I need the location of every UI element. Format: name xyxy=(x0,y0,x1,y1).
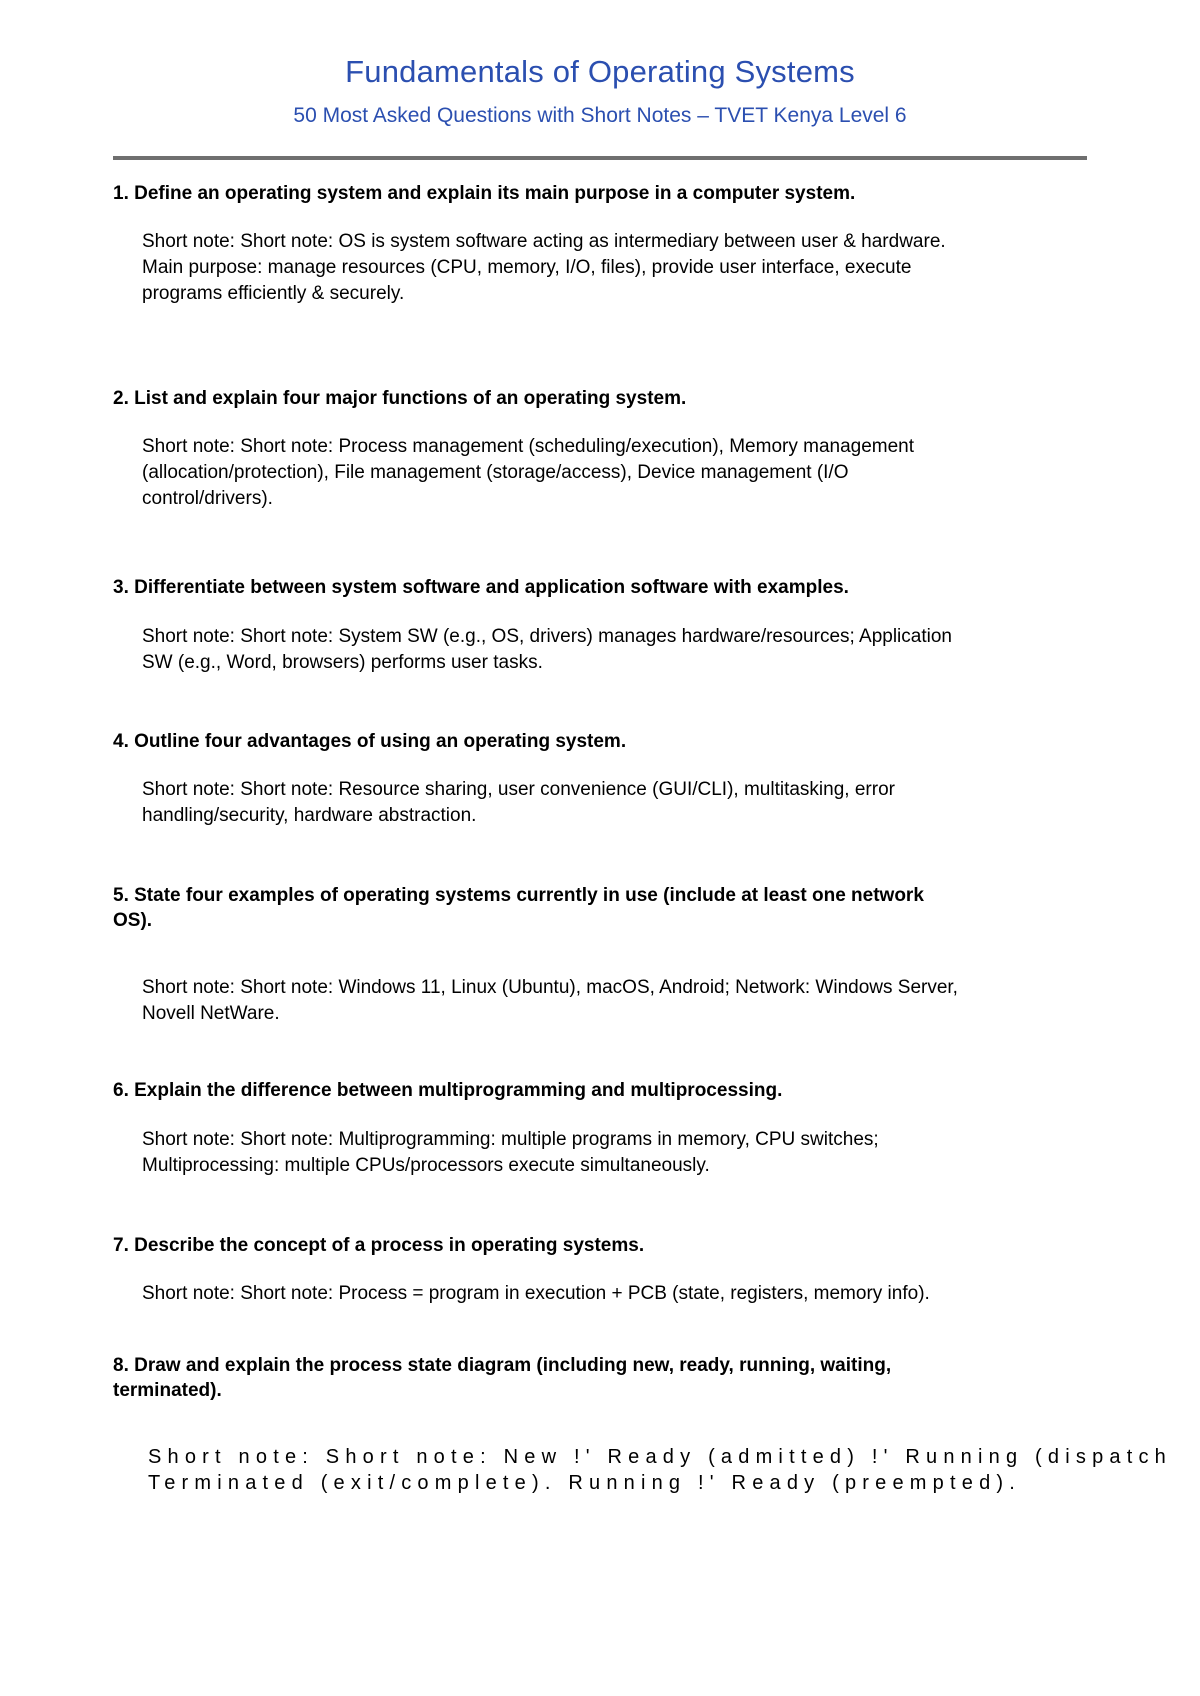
short-note-line: Short note: Short note: New !' Ready (admitted) !' Running (dispatch xyxy=(148,1446,1172,1468)
document-title: Fundamentals of Operating Systems xyxy=(345,54,855,89)
title-divider xyxy=(113,156,1087,160)
short-note-line: Short note: Short note: Process = program in execution + PCB (state, registers, memory info). xyxy=(142,1283,930,1304)
short-note-line: control/drivers). xyxy=(142,488,273,509)
question-heading: 5. State four examples of operating systems currently in use (include at least one network xyxy=(113,885,924,906)
short-note-line: Short note: Short note: Windows 11, Linux (Ubuntu), macOS, Android; Network: Windows Server, xyxy=(142,977,958,998)
question-heading: 4. Outline four advantages of using an operating system. xyxy=(113,731,627,752)
short-note-line: (allocation/protection), File management (storage/access), Device management (I/O xyxy=(142,462,849,483)
question-heading: 1. Define an operating system and explain its main purpose in a computer system. xyxy=(113,183,856,204)
short-note-line: Terminated (exit/complete). Running !' Ready (preempted). xyxy=(148,1472,1022,1494)
short-note-line: SW (e.g., Word, browsers) performs user tasks. xyxy=(142,652,543,673)
short-note-line: Short note: Short note: OS is system software acting as intermediary between user & hardware. xyxy=(142,231,946,252)
question-heading: 2. List and explain four major functions of an operating system. xyxy=(113,388,687,409)
short-note-line: Short note: Short note: System SW (e.g., OS, drivers) manages hardware/resources; Application xyxy=(142,626,952,647)
question-heading: 8. Draw and explain the process state diagram (including new, ready, running, waiting, xyxy=(113,1355,892,1376)
short-note-line: handling/security, hardware abstraction. xyxy=(142,805,477,826)
short-note-line: programs efficiently & securely. xyxy=(142,283,405,304)
question-heading: 6. Explain the difference between multiprogramming and multiprocessing. xyxy=(113,1080,783,1101)
question-heading-continuation: terminated). xyxy=(113,1380,222,1401)
short-note-line: Novell NetWare. xyxy=(142,1003,280,1024)
question-heading-continuation: OS). xyxy=(113,910,153,931)
short-note-line: Short note: Short note: Multiprogramming: multiple programs in memory, CPU switches; xyxy=(142,1129,879,1150)
short-note-line: Main purpose: manage resources (CPU, memory, I/O, files), provide user interface, execute xyxy=(142,257,912,278)
short-note-line: Short note: Short note: Resource sharing, user convenience (GUI/CLI), multitasking, error xyxy=(142,779,895,800)
document-subtitle: 50 Most Asked Questions with Short Notes – TVET Kenya Level 6 xyxy=(293,104,907,127)
short-note-line: Multiprocessing: multiple CPUs/processors execute simultaneously. xyxy=(142,1155,710,1176)
question-heading: 7. Describe the concept of a process in operating systems. xyxy=(113,1235,645,1256)
question-heading: 3. Differentiate between system software and application software with examples. xyxy=(113,577,849,598)
short-note-line: Short note: Short note: Process management (scheduling/execution), Memory management xyxy=(142,436,915,457)
